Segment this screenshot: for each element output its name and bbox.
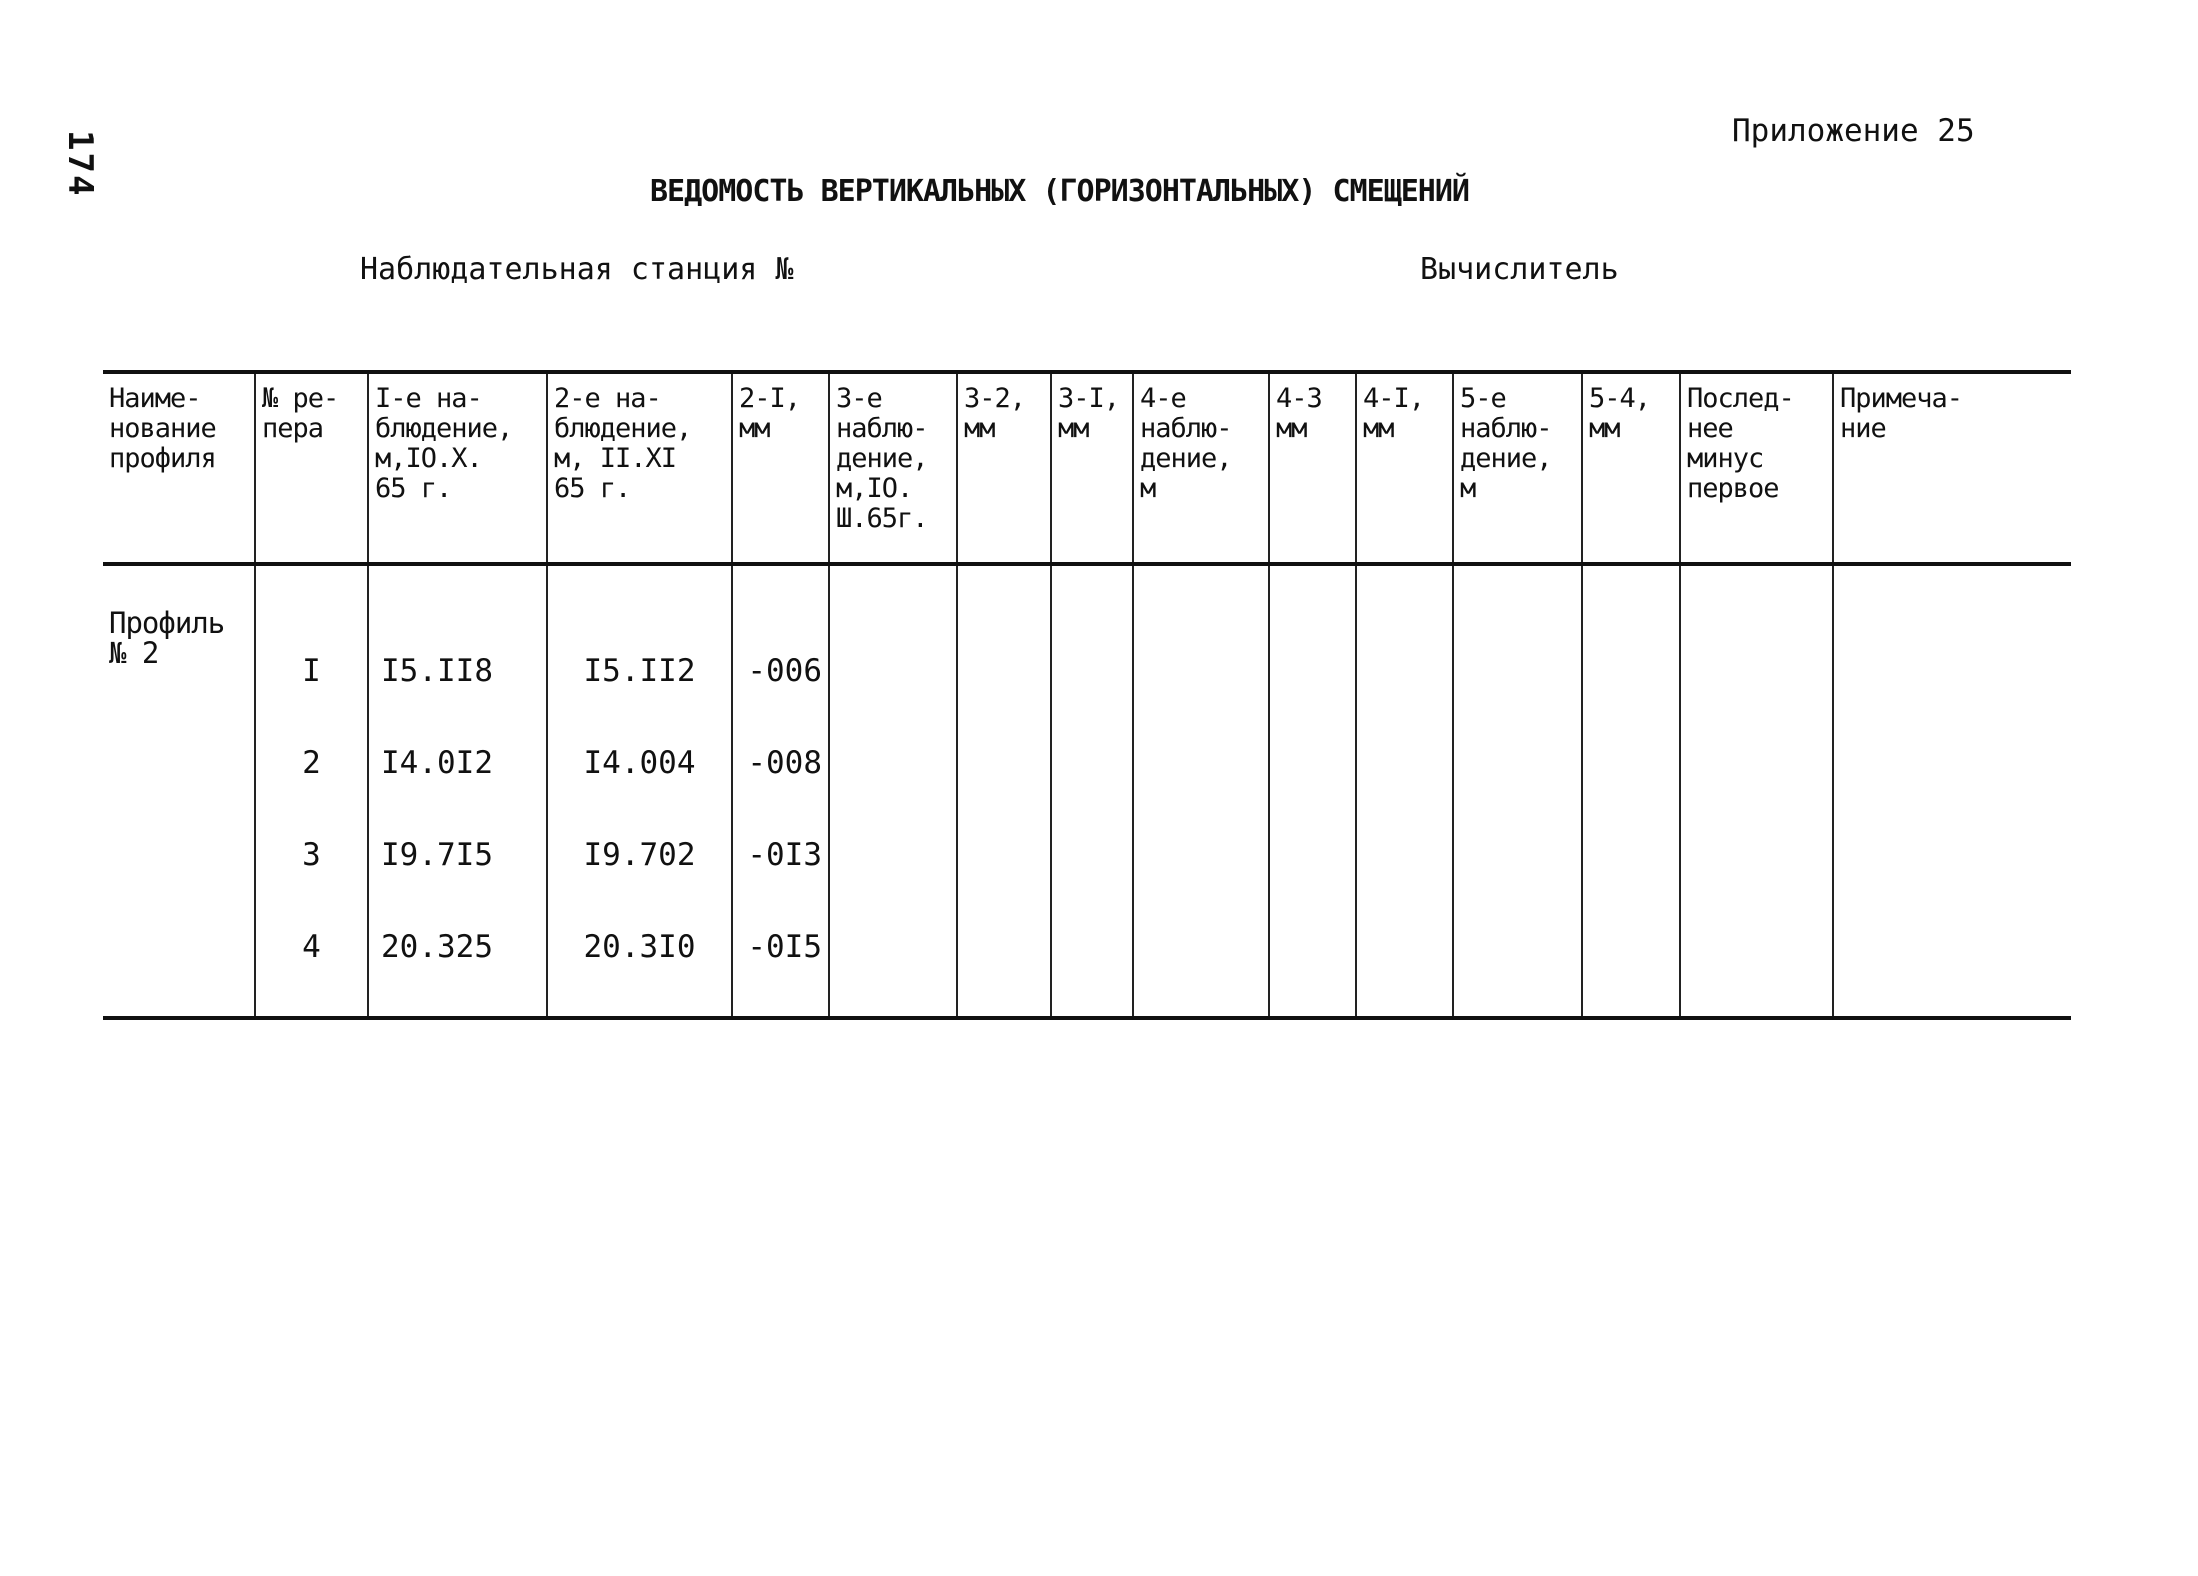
calculator-label: Вычислитель [1420,252,1619,287]
obs2-value: I5.II2 [583,653,696,689]
header-diff-4-3: 4-3 мм [1269,372,1356,564]
benchmark-value: 3 [302,837,321,873]
appendix-label: Приложение 25 [1732,113,1975,149]
obs1-value: 20.325 [381,929,493,965]
header-profile-name: Наиме- нование профиля [103,372,255,564]
header-obs-1: I-е на- блюдение, м,IO.X. 65 г. [368,372,547,564]
header-obs-4: 4-е наблю- дение, м [1133,372,1269,564]
profile-name: Профиль № 2 [109,606,225,670]
cell-obs-3 [829,564,957,1018]
cell-obs-5 [1453,564,1582,1018]
cell-diff-4-3 [1269,564,1356,1018]
header-obs-2: 2-е на- блюдение, м, II.XI 65 г. [547,372,732,564]
obs2-value: I9.702 [583,837,696,873]
diff-value: -008 [747,745,822,781]
page-number: 174 [60,130,100,198]
header-diff-3-1: 3-I, мм [1051,372,1133,564]
displacement-table [103,370,2071,1020]
benchmark-value: 2 [302,745,321,781]
diff-value: -006 [747,653,822,689]
header-obs-3: 3-е наблю- дение, м,IO. Ш.65г. [829,372,957,564]
document-title: ВЕДОМОСТЬ ВЕРТИКАЛЬНЫХ (ГОРИЗОНТАЛЬНЫХ) СМЕЩЕНИЙ [650,174,1469,209]
obs2-value: 20.3I0 [583,929,696,965]
header-benchmark-no: № ре- пера [255,372,368,564]
table-header-row [103,372,2071,564]
cell-obs-2 [547,564,732,1018]
benchmark-value: I [302,653,321,689]
cell-last-minus-first [1680,564,1833,1018]
header-diff-2-1: 2-I, мм [732,372,829,564]
cell-profile [103,564,255,1018]
header-diff-5-4: 5-4, мм [1582,372,1680,564]
header-notes: Примеча- ние [1833,372,2071,564]
diff-value: -0I3 [747,837,822,873]
obs2-value: I4.004 [583,745,696,781]
cell-diff-3-1 [1051,564,1133,1018]
header-last-minus-first: Послед- нее минус первое [1680,372,1833,564]
cell-notes [1833,564,2071,1018]
cell-diff-2-1 [732,564,829,1018]
cell-diff-5-4 [1582,564,1680,1018]
cell-benchmarks [255,564,368,1018]
obs1-value: I5.II8 [381,653,493,689]
header-diff-4-1: 4-I, мм [1356,372,1453,564]
cell-obs-4 [1133,564,1269,1018]
station-label: Наблюдательная станция № [360,252,794,287]
obs1-value: I9.7I5 [381,837,493,873]
header-obs-5: 5-е наблю- дение, м [1453,372,1582,564]
table-row [103,564,2071,1018]
header-diff-3-2: 3-2, мм [957,372,1051,564]
diff-value: -0I5 [747,929,822,965]
obs1-value: I4.0I2 [381,745,493,781]
cell-diff-3-2 [957,564,1051,1018]
benchmark-value: 4 [302,929,321,965]
cell-diff-4-1 [1356,564,1453,1018]
cell-obs-1 [368,564,547,1018]
